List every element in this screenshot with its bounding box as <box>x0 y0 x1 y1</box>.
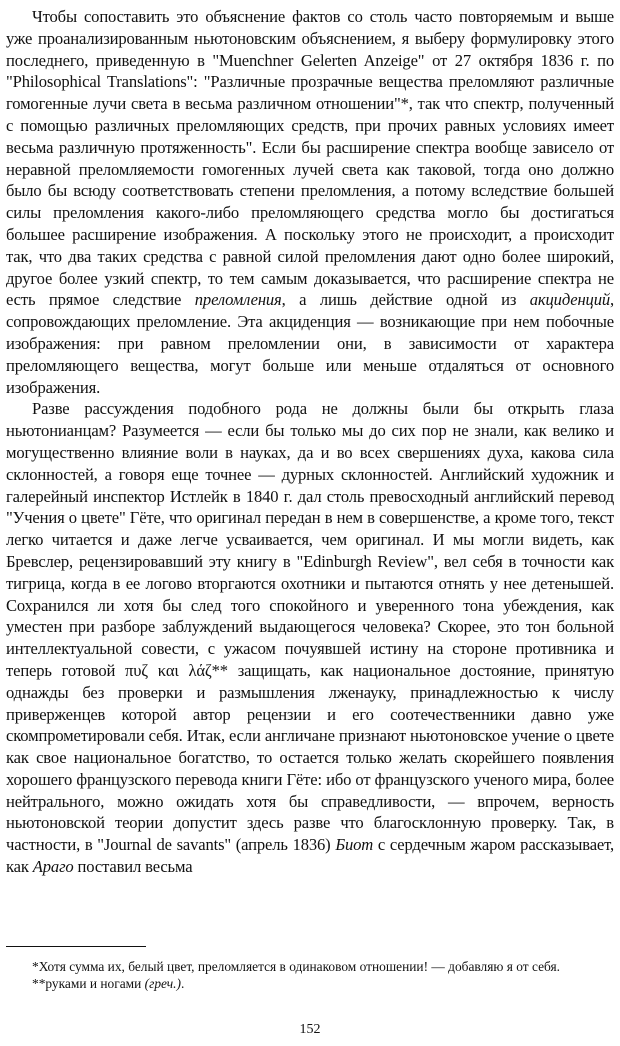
paragraph-1-text: , сопровождающих преломление. Эта акциденция — возникающие при нем побочные изображения: при равном преломлении они, в зависимости от характера преломляющего вещества, могут больше или меньше отдаляться от основного изображения. <box>6 290 615 397</box>
italic-name-biot: Биот <box>335 835 374 855</box>
footnotes <box>6 958 614 992</box>
italic-term-aktsidentsiy: акциденций <box>529 290 611 310</box>
footnote-divider <box>6 946 146 947</box>
footnote-2-text: . <box>180 976 185 991</box>
paragraph-2-text: поставил весьма <box>73 857 193 877</box>
footnote-2 <box>6 975 614 992</box>
paragraph-1-text: Чтобы сопоставить это объяснение фактов со столь часто повторяемым и выше уже проанализированным ньютоновским объяснением, я выберу формулировку этого последнего, приведенную в "Muenchner Gelerten Anzeige" от 27 октября 1836 г. по "Philosophical Translations": "Различные прозрачные вещества преломляют различные гомогенные лучи света в весьма различном отношении"*, так что спектр, полученный с помощью различных преломляющих средств, при прочих равных условиях имеет весьма различную протяженность". Если бы расширение спектра вообще зависело от неравной преломляемости гомогенных лучей света как таковой, тогда оно должно было бы всюду соответствовать степени преломления, а потому вследствие большей силы преломления какого-либо преломляющего средства могло бы достигаться большее расширение изображения. А поскольку этого не происходит, а происходит так, что два таких средства с равной силой преломления дают одно более широкий, другое более узкий спектр, то тем самым доказывается, что расширение спектра не есть прямое следствие <box>6 7 614 310</box>
footnote-2-italic: (греч.) <box>144 976 181 991</box>
italic-name-arago: Араго <box>32 857 74 877</box>
paragraph-2 <box>6 398 614 878</box>
paragraph-2-text: Разве рассуждения подобного рода не должны были бы открыть глаза ньютонианцам? Разумеется — если бы только мы до сих пор не знали, как велико и могущественно влияние воли в науках, да и во всех свершениях духа, какова сила склонностей, а говоря еще точнее — дурных склонностей. Английский художник и галерейный инспектор Истлейк в 1840 г. дал столь превосходный английский перевод "Учения о цвете" Гёте, что оригинал передан в нем в совершенстве, а кроме того, текст легко читается и даже легче усваивается, чем оригинал. И мы могли видеть, как Бревслер, рецензировавший эту книгу в "Edinburgh Review", вел себя в точности как тигрица, когда в ее логово вторгаются охотники и пытаются отнять у нее детенышей. Сохранился ли хотя бы след того спокойного и уверенного тона убеждения, как уместен при разборе заблуждений выдающегося человека? Скорее, это тон больной интеллектуальной совести, с ужасом почуявшей истину на стороне противника и теперь готовой πυζ και λάζ** защищать, как национальное достояние, принятую однажды без проверки и размышления лженауку, принадлежностью к числу приверженцев которой автор рецензии и его соотечественники давно уже скомпрометировали себя. Итак, если англичане признают ньютоновское учение о цвете как свое национальное богатство, то остается только желать скорейшего появления хорошего французского перевода книги Гёте: ибо от французского ученого мира, более нейтрального, можно ожидать хотя бы справедливости, — впрочем, верность ньютоновской теории допустит здесь разве что благосклонную проверку. Так, в частности, в "Journal de savants" (апрель 1836) <box>6 399 614 855</box>
paragraph-1 <box>6 6 614 398</box>
footnote-2-text: **руками и ногами <box>32 976 145 991</box>
paragraph-2-text: с сердечным жаром рассказывает, как <box>6 835 614 877</box>
footnote-1-text: *Хотя сумма их, белый цвет, преломляется в одинаковом отношении! — добавляю я от себя. <box>32 959 561 974</box>
page-number: 152 <box>299 1022 321 1037</box>
italic-term-prelomleniya: преломления <box>194 290 282 310</box>
main-text <box>6 6 614 878</box>
footnote-1 <box>6 958 614 975</box>
paragraph-1-text: , а лишь действие одной из <box>281 290 530 310</box>
